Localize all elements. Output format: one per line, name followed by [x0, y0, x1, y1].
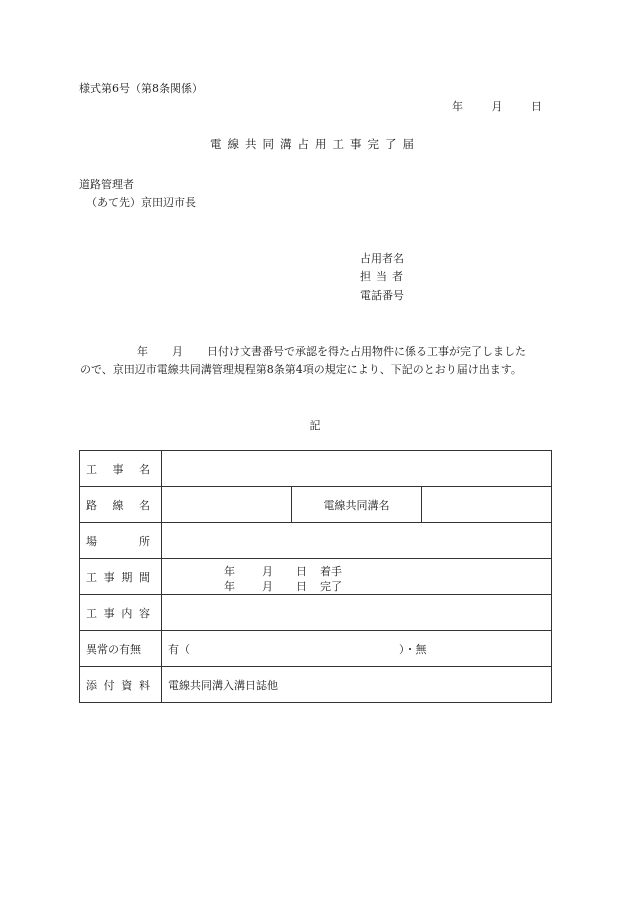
attachments-value: 電線共同溝入溝日誌他 — [162, 667, 552, 703]
anomaly-row — [80, 631, 552, 667]
addressee-title: 道路管理者 — [79, 178, 134, 191]
attachments-label — [80, 667, 162, 703]
conduit-name-label: 電線共同溝名 — [292, 487, 422, 523]
content-row — [80, 595, 552, 631]
period-row — [80, 559, 552, 595]
anomaly-label: 異常の有無 — [80, 631, 162, 667]
attachments-label-text: 添 付 資 料 — [86, 678, 150, 692]
ki-heading: 記 — [309, 419, 321, 432]
end-status: 完了 — [320, 580, 342, 593]
addressee-name: （あて先）京田辺市長 — [86, 196, 196, 209]
conduit-name-field[interactable] — [422, 487, 552, 523]
occupant-name-label: 占用者名 — [360, 252, 404, 265]
body-text-line-2: ので、京田辺市電線共同溝管理規程第8条第4項の規定により、下記のとおり届け出ます。 — [80, 363, 522, 376]
route-name-field[interactable] — [162, 487, 292, 523]
period-start — [224, 563, 342, 579]
work-name-label — [80, 451, 162, 487]
period-field[interactable] — [162, 559, 552, 595]
body-month: 月 — [172, 345, 183, 358]
detail-table — [79, 450, 552, 703]
start-month: 月 — [262, 565, 273, 578]
start-day: 日 — [296, 565, 307, 578]
content-label-text: 工 事 内 容 — [86, 606, 150, 620]
attachments-row — [80, 667, 552, 703]
period-end — [224, 578, 342, 594]
place-row — [80, 523, 552, 559]
body-line1-text: 日付け文書番号で承認を得た占用物件に係る工事が完了しました — [207, 345, 526, 358]
submission-date — [452, 98, 542, 114]
anomaly-no-close: ）・無 — [399, 642, 427, 656]
body-year: 年 — [137, 345, 148, 358]
body-text-line-1 — [80, 343, 526, 359]
content-label — [80, 595, 162, 631]
person-in-charge-label: 担当者 — [360, 270, 408, 283]
date-month-label: 月 — [491, 100, 503, 113]
anomaly-yes-open: 有（ — [168, 642, 190, 656]
end-year: 年 — [224, 580, 235, 593]
start-status: 着手 — [320, 565, 342, 578]
end-month: 月 — [262, 580, 273, 593]
start-year: 年 — [224, 565, 235, 578]
phone-number-label: 電話番号 — [360, 289, 404, 302]
route-name-label-text: 路 線 名 — [86, 498, 150, 512]
form-number-label: 様式第6号（第8条関係） — [79, 82, 203, 95]
work-name-row — [80, 451, 552, 487]
document-title: 電線共同溝占用工事完了届 — [210, 137, 420, 151]
date-year-label: 年 — [452, 100, 463, 113]
work-name-label-text: 工 事 名 — [86, 462, 150, 476]
date-day-label: 日 — [531, 100, 542, 113]
route-name-row — [80, 487, 552, 523]
end-day: 日 — [296, 580, 307, 593]
content-field[interactable] — [162, 595, 552, 631]
work-name-field[interactable] — [162, 451, 552, 487]
period-label — [80, 559, 162, 595]
place-label — [80, 523, 162, 559]
place-field[interactable] — [162, 523, 552, 559]
route-name-label — [80, 487, 162, 523]
place-label-text: 場 所 — [86, 534, 150, 548]
anomaly-field[interactable] — [162, 631, 552, 667]
period-label-text: 工 事 期 間 — [86, 570, 150, 584]
